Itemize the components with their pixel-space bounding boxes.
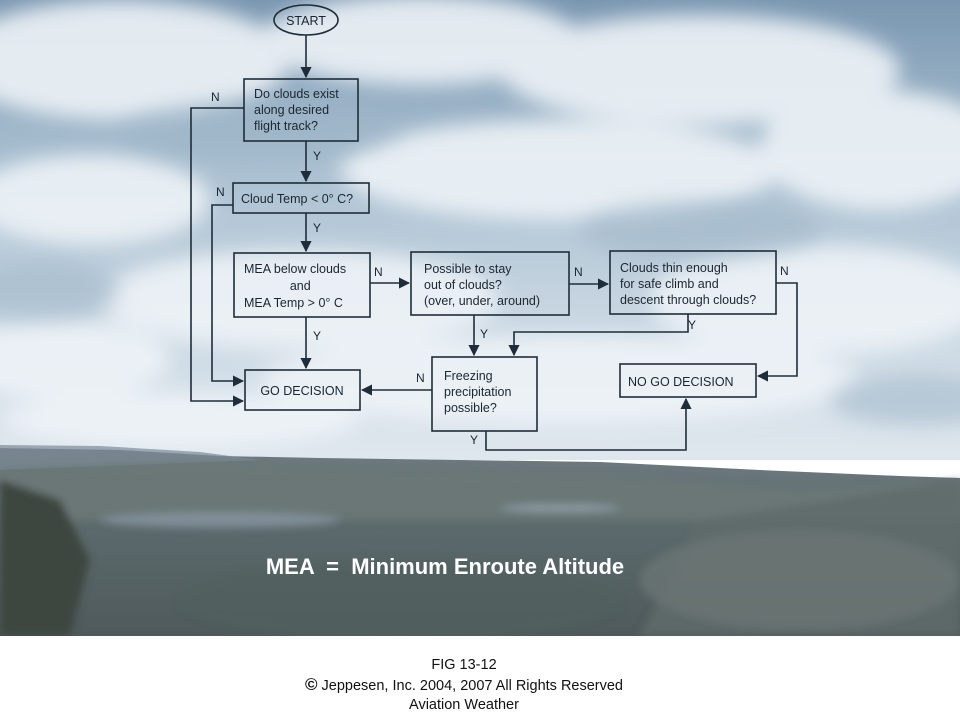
subject-line: Aviation Weather [409, 697, 519, 713]
label-yes: Y [313, 329, 322, 343]
copyright-symbol: © [304, 675, 318, 694]
mea-text: MEA below clouds and MEA Temp > 0° C [244, 262, 347, 310]
label-no: N [780, 264, 789, 278]
go-decision-text: GO DECISION [260, 384, 344, 398]
label-yes: Y [480, 327, 489, 341]
clouds-thin-text: Clouds thin enough for safe climb and descent through clouds? [620, 261, 757, 307]
label-no: N [211, 90, 220, 104]
start-label: START [286, 14, 326, 28]
copyright-text: Jeppesen, Inc. 2004, 2007 All Rights Reserved [321, 678, 624, 694]
no-go-decision-text: NO GO DECISION [628, 375, 734, 389]
figure-credits [0, 656, 960, 715]
label-yes: Y [470, 433, 479, 447]
label-no: N [574, 265, 583, 279]
clouds-exist-text: Do clouds exist along desired flight track? [254, 87, 339, 133]
label-no: N [416, 371, 425, 385]
label-yes: Y [313, 149, 322, 163]
figure-number: FIG 13-12 [431, 657, 497, 673]
cloud-temp-text: Cloud Temp < 0° C? [241, 192, 354, 206]
label-yes: Y [313, 221, 322, 235]
label-no: N [216, 185, 225, 199]
stay-out-text: Possible to stay out of clouds? (over, under, around) [424, 262, 541, 308]
label-no: N [374, 265, 383, 279]
label-yes: Y [688, 318, 697, 332]
freezing-text: Freezing precipitation possible? [444, 369, 512, 415]
mea-definition-caption: MEA = Minimum Enroute Altitude [265, 554, 625, 579]
copyright-line [0, 675, 944, 696]
